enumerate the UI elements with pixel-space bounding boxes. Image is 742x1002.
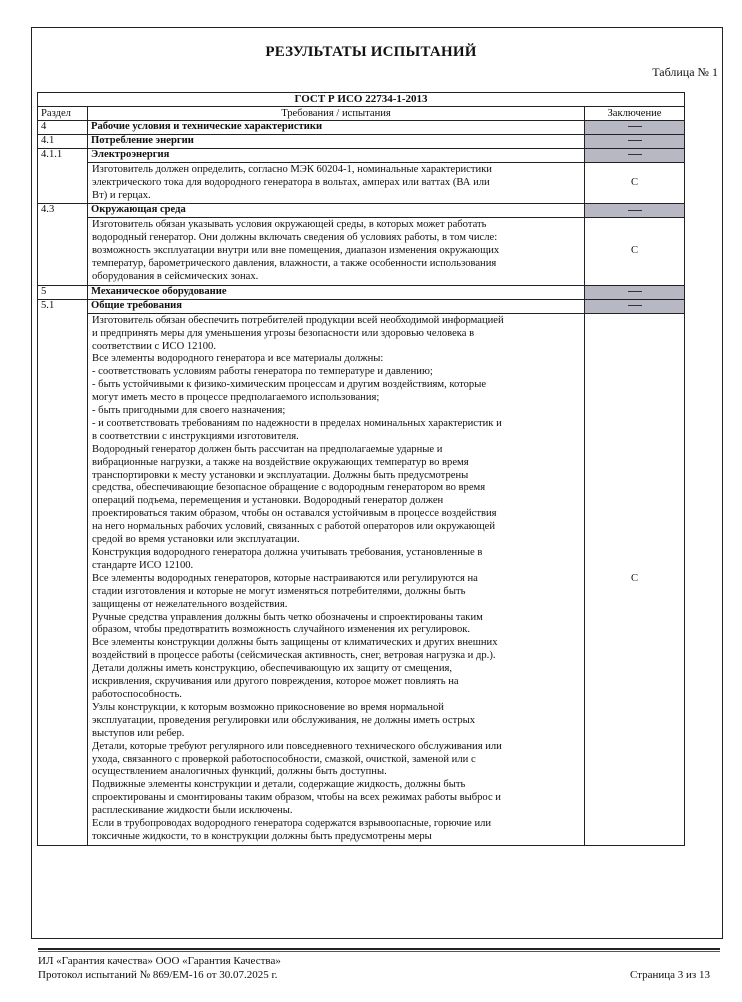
section-number: 5.1 [38,299,88,845]
standard-title: ГОСТ Р ИСО 22734-1-2013 [38,93,685,107]
requirement-text: Изготовитель должен определить, согласно МЭК 60204-1, номинальные характеристики электрического тока для водородного генератора в вольтах, амперах или ваттах (ВА или Вт) и герцах. [88,162,585,204]
footer-page-number: Страница 3 из 13 [629,969,710,981]
requirement-text: Изготовитель обязан указывать условия окружающей среды, в которых может работать водородный генератор. Они должны включать сведения об условиях работы, в том числе: возможность эксплуатации внутри или вне помещения, диапазон изменения окружающих температур, барометрического давления, влажности, а также особенности использования оборудования в сейсмических зонах. [88,218,585,286]
table-row [38,285,685,299]
standard-row [38,93,685,107]
col-section-header: Раздел [38,107,88,121]
conclusion-dash [585,299,685,313]
section-title: Потребление энергии [88,134,585,148]
section-title: Окружающая среда [88,204,585,218]
page-title: РЕЗУЛЬТАТЫ ИСПЫТАНИЙ [265,44,477,60]
table-row [38,162,685,204]
conclusion-value: С [585,313,685,845]
conclusion-value: С [585,162,685,204]
table-row [38,121,685,135]
conclusion-dash [585,285,685,299]
conclusion-value: С [585,218,685,286]
table-row [38,148,685,162]
table-row [38,134,685,148]
col-conclusion-header: Заключение [585,107,685,121]
section-title: Рабочие условия и технические характеристики [88,121,585,135]
header-row [38,107,685,121]
footer-divider-thin [38,951,720,952]
requirement-text: Изготовитель обязан обеспечить потребителей продукции всей необходимой информацией и предпринять меры для уменьшения угрозы безопасности или здоровью человека в соответствии с ИСО 12100. Все элементы водородного генератора и все материалы должны: - соответствовать условиям работы генератора по температуре и давлению; - быть устойчивыми к физико-химическим процессам и другим воздействиям, которые могут иметь место в процессе предполагаемого использования; - быть пригодными для своего назначения; - и соответствовать требованиям по надежности в пределах номинальных характеристик и в соответствии с инструкциями изготовителя. Водородный генератор должен быть рассчитан на предполагаемые ударные и вибрационные нагрузки, а также на воздействие окружающих температур во время транспортировки к месту установки и эксплуатации. Должны быть предусмотрены средства, обеспечивающие безопасное обращение с водородным генератором во время операций подъема, перемещения и установки. Водородный генератор должен проектироваться таким образом, чтобы он оставался устойчивым в процессе воздействия на него нормальных рабочих условий, связанных с работой операторов или окружающей средой во время установки или эксплуатации. Конструкция водородного генератора должна учитывать требования, установленные в стандарте ИСО 12100. Все элементы водородных генераторов, которые настраиваются или регулируются на стадии изготовления и которые не могут изменяться потребителями, должны быть защищены от нежелательного воздействия. Ручные средства управления должны быть четко обозначены и спроектированы таким образом, чтобы предотвратить возможность случайного изменения их регулировок. Все элементы конструкции должны быть защищены от климатических и других внешних воздействий в процессе работы (сейсмическая активность, снег, ветровая нагрузка и др.). Детали должны иметь конструкцию, обеспечивающую их защиту от смещения, искривления, скручивания или другого повреждения, которое может повлиять на работоспособность. Узлы конструкции, к которым возможно прикосновение во время нормальной эксплуатации, проведения регулировки или обслуживания, не должны иметь острых выступов или ребер. Детали, которые требуют регулярного или повседневного технического обслуживания или ухода, связанного с проверкой работоспособности, смазкой, очисткой, заменой или с осуществлением аналогичных функций, должны быть доступны. Подвижные элементы конструкции и детали, содержащие жидкость, должны быть спроектированы и смонтированы таким образом, чтобы на всех режимах работы выброс и расплескивание жидкости были исключены. Если в трубопроводах водородного генератора содержатся взрывоопасные, горючие или токсичные жидкости, то в конструкции должны быть предусмотрены меры [88,313,585,845]
table-row [38,313,685,845]
section-title: Механическое оборудование [88,285,585,299]
footer-divider [38,948,720,950]
section-number: 4.1 [38,134,88,148]
conclusion-dash [585,121,685,135]
section-title: Электроэнергия [88,148,585,162]
conclusion-dash [585,148,685,162]
table-row [38,299,685,313]
section-title: Общие требования [88,299,585,313]
section-number: 4.3 [38,204,88,285]
table-number: Таблица № 1 [652,65,718,79]
results-table [37,92,685,846]
footer-lab: ИЛ «Гарантия качества» ООО «Гарантия Качества» [38,955,281,967]
table-row [38,218,685,286]
section-number: 5 [38,285,88,299]
section-number: 4.1.1 [38,148,88,204]
footer-protocol: Протокол испытаний № 869/ЕМ-16 от 30.07.2025 г. [38,969,278,981]
conclusion-dash [585,134,685,148]
table-row [38,204,685,218]
section-number: 4 [38,121,88,135]
col-requirements-header: Требования / испытания [88,107,585,121]
conclusion-dash [585,204,685,218]
